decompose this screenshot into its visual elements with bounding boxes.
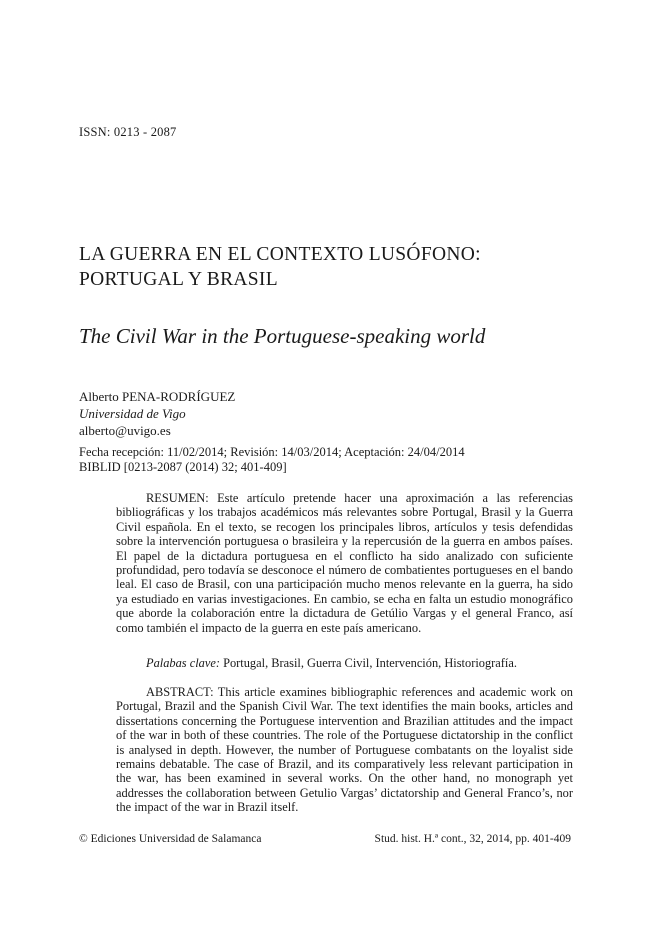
author-affiliation: Universidad de Vigo — [79, 406, 186, 421]
article-title — [79, 242, 579, 292]
author-email: alberto@uvigo.es — [79, 423, 171, 438]
biblid: BIBLID [0213-2087 (2014) 32; 401-409] — [79, 460, 287, 474]
footer-publisher: © Ediciones Universidad de Salamanca — [79, 833, 262, 845]
keywords — [116, 656, 573, 670]
author-block — [79, 388, 235, 439]
article-title-line-2: PORTUGAL Y BRASIL — [79, 269, 278, 290]
abstract-english: ABSTRACT: This article examines bibliographic references and academic work on Portugal, Brazil and the Spanish Civil War. The text identifies the main books, articles and dissertations concerning the Portuguese intervention and Brazilian attitudes and the impact of the war in both of these countries. The role of the Portuguese dictatorship in the conflict is analysed in depth. However, the number of Portuguese combatants on the loyalist side remains debatable. The case of Brazil, and its comparatively less relevant participation in the war, has been examined in several works. On the other hand, no monograph yet addresses the collaboration between Getulio Vargas’ dictatorship and General Franco’s, nor the impact of the war in Brazil itself. — [116, 685, 573, 815]
publication-info — [79, 445, 465, 475]
footer-citation: Stud. hist. H.ª cont., 32, 2014, pp. 401-409 — [374, 833, 571, 845]
keywords-label: Palabas clave: — [146, 656, 220, 670]
issn-label: ISSN: 0213 - 2087 — [79, 125, 177, 139]
review-dates: Fecha recepción: 11/02/2014; Revisión: 14/03/2014; Aceptación: 24/04/2014 — [79, 445, 465, 459]
abstract-spanish: RESUMEN: Este artículo pretende hacer una aproximación a las referencias bibliográficas y los trabajos académicos más relevantes sobre Portugal, Brasil y la Guerra Civil española. En el texto, se recogen los principales libros, artículos y tesis defendidas sobre la intervención portuguesa o brasileira y la repercusión de la guerra en ambos países. El papel de la dictadura portuguesa en el conflicto ha sido analizado con suficiente profundidad, pero todavía se desconoce el número de combatientes portugueses en el bando leal. El caso de Brasil, con una participación mucho menos relevante en la guerra, ha sido ya estudiado en varias investigaciones. En cambio, se echa en falta un estudio monográfico que aborde la colaboración entre la dictadura de Getúlio Vargas y el general Franco, así como también el impacto de la guerra en este país americano. — [116, 491, 573, 635]
article-title-line-1: LA GUERRA EN EL CONTEXTO LUSÓFONO: — [79, 244, 481, 265]
author-name: Alberto PENA-RODRÍGUEZ — [79, 389, 236, 404]
keywords-text: Portugal, Brasil, Guerra Civil, Intervención, Historiografía. — [219, 656, 517, 670]
english-title: The Civil War in the Portuguese-speaking world — [79, 324, 486, 348]
